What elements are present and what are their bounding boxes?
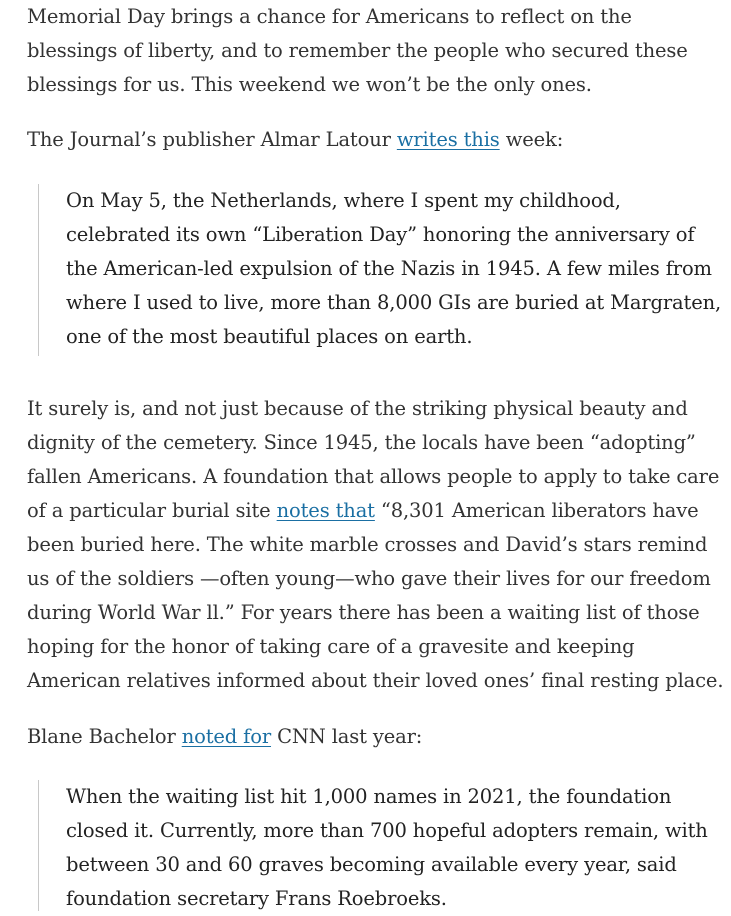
blockquote-latour [38, 184, 726, 356]
blockquote-latour-text: On May 5, the Netherlands, where I spent my childhood, celebrated its own “Liberation Day” honoring the anniversary of the American-led expulsion of the Nazis in 1945. A few miles from where I used to live, more than 8,000 GIs are buried at Margraten, one of the most beautiful places on earth. [66, 189, 722, 348]
paragraph-intro: Memorial Day brings a chance for Americans to reflect on the blessings of liberty, and to remember the people who secured these blessings for us. This weekend we won’t be the only ones. [27, 5, 688, 96]
link-noted-for[interactable]: noted for [181, 725, 272, 748]
link-notes-that[interactable]: notes that [276, 499, 375, 522]
paragraph-publisher-text-after: week: [499, 128, 564, 151]
paragraph-cemetery-text-after: “8,301 American liberators have been buried here. The white marble crosses and David’s stars remind us of the soldiers —often young—who gave their lives for our freedom during World War ll.” For years there has been a waiting list of those hoping for the honor of taking care of a gravesite and keeping American relatives informed about their loved ones’ final resting place. [27, 499, 724, 692]
blockquote-cnn [38, 780, 726, 911]
paragraph-publisher-text-before: The Journal’s publisher Almar Latour [27, 128, 397, 151]
paragraph-cemetery [27, 392, 727, 698]
paragraph-publisher [27, 123, 563, 157]
paragraph-cemetery-text-before: It surely is, and not just because of the striking physical beauty and dignity of the cemetery. Since 1945, the locals have been “adopting” fallen Americans. A foundation that allows people to apply to take care of a particular burial site [27, 397, 720, 522]
blockquote-cnn-text: When the waiting list hit 1,000 names in 2021, the foundation closed it. Currently, more than 700 hopeful adopters remain, with between 30 and 60 graves becoming available every year, said foundation secretary Frans Roebroeks. [66, 785, 708, 910]
link-writes-this[interactable]: writes this [396, 128, 500, 151]
paragraph-bachelor-text-after: CNN last year: [271, 725, 423, 748]
paragraph-bachelor [27, 720, 422, 754]
paragraph-bachelor-text-before: Blane Bachelor [27, 725, 182, 748]
